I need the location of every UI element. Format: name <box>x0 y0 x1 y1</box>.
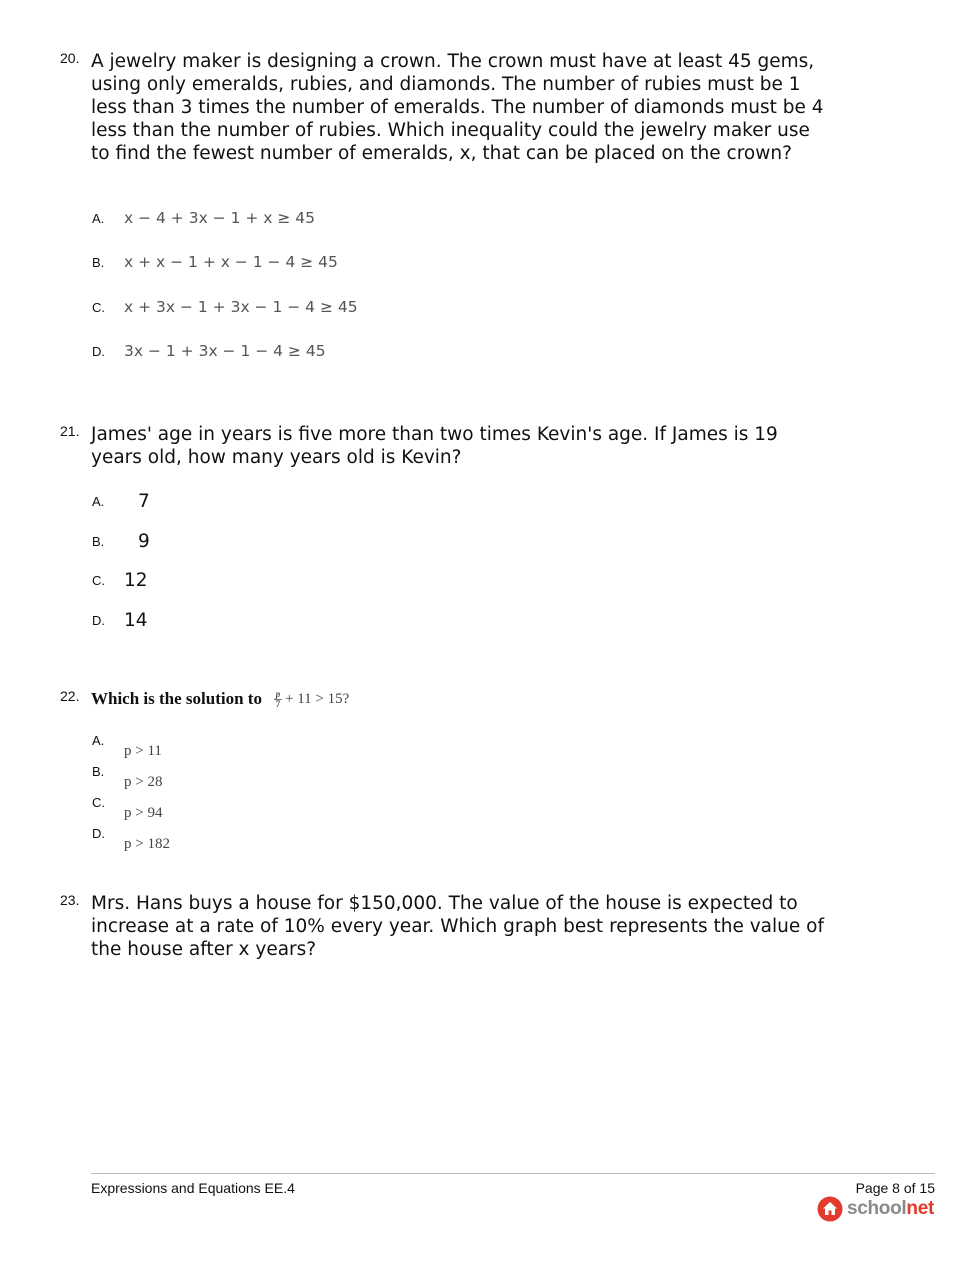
choice-22-c[interactable] <box>92 795 162 819</box>
choice-letter: B. <box>92 764 105 779</box>
footer-divider <box>91 1173 935 1174</box>
question-text: A jewelry maker is designing a crown. The crown must have at least 45 gems, using only emeralds, rubies, and diamonds. The number of rubies must be 1 less than 3 times the number of emeralds. The number of diamonds must be 4 less than the number of rubies. Which inequality could the jewelry maker use to find the fewest number of emeralds, x, that can be placed on the crown? <box>91 51 824 164</box>
question-text <box>91 688 830 710</box>
choice-letter: C. <box>92 572 105 588</box>
question-text: James' age in years is five more than two times Kevin's age. If James is 19 years old, how many years old is Kevin? <box>91 424 778 468</box>
choice-value: 12 <box>124 569 148 591</box>
question-number: 20. <box>60 50 80 66</box>
question-22 <box>60 688 830 710</box>
choice-value: 7 <box>138 490 150 512</box>
choice-22-d[interactable] <box>92 826 170 850</box>
choice-value: 14 <box>124 609 148 631</box>
choice-21-a[interactable] <box>92 489 150 513</box>
choice-value: p > 11 <box>124 742 162 759</box>
choice-value: p > 182 <box>124 835 170 852</box>
fraction-denominator: 7 <box>275 698 281 709</box>
question-23 <box>60 892 830 961</box>
choice-letter: A. <box>92 733 105 748</box>
choice-21-b[interactable] <box>92 529 150 553</box>
question-text: Mrs. Hans buys a house for $150,000. The value of the house is expected to increase at a rate of 10% every year. Which graph best represents the value of the house after x years? <box>91 893 824 960</box>
logo-main: school <box>846 1198 907 1219</box>
choice-letter: A. <box>92 210 105 226</box>
schoolnet-logo <box>817 1196 934 1222</box>
choice-letter: B. <box>92 254 105 270</box>
footer-title: Expressions and Equations EE.4 <box>91 1180 295 1196</box>
choice-letter: C. <box>92 299 105 315</box>
choice-20-a[interactable] <box>92 206 315 230</box>
fraction-numerator: p <box>275 688 281 699</box>
choice-22-b[interactable] <box>92 764 162 788</box>
choice-value: p > 94 <box>124 804 163 821</box>
choice-letter: D. <box>92 826 105 841</box>
choice-letter: D. <box>92 343 105 359</box>
choice-letter: B. <box>92 533 105 549</box>
logo-wordmark <box>847 1198 934 1220</box>
question-21 <box>60 423 830 469</box>
choice-22-a[interactable] <box>92 733 162 757</box>
question-number: 22. <box>60 688 80 704</box>
inequality-rest: + 11 > 15? <box>284 691 350 707</box>
choice-value: x − 4 + 3x − 1 + x ≥ 45 <box>124 209 316 227</box>
question-20 <box>60 50 830 165</box>
choice-20-b[interactable] <box>92 250 338 274</box>
logo-accent: net <box>906 1198 934 1219</box>
choice-21-d[interactable] <box>92 608 148 632</box>
question-number: 21. <box>60 423 80 439</box>
question-number: 23. <box>60 892 80 908</box>
choice-value: 9 <box>138 530 150 552</box>
choice-value: x + x − 1 + x − 1 − 4 ≥ 45 <box>124 253 338 271</box>
choice-20-c[interactable] <box>92 295 358 319</box>
question-prompt: Which is the solution to <box>91 689 262 708</box>
choice-letter: A. <box>92 493 105 509</box>
choice-value: x + 3x − 1 + 3x − 1 − 4 ≥ 45 <box>124 298 358 316</box>
choice-letter: C. <box>92 795 105 810</box>
choice-value: 3x − 1 + 3x − 1 − 4 ≥ 45 <box>124 342 326 360</box>
footer-page-number: Page 8 of 15 <box>855 1180 935 1196</box>
home-icon <box>817 1196 843 1222</box>
choice-21-c[interactable] <box>92 568 148 592</box>
choice-value: p > 28 <box>124 773 163 790</box>
choice-letter: D. <box>92 612 105 628</box>
fraction <box>274 690 282 709</box>
choice-20-d[interactable] <box>92 339 326 363</box>
